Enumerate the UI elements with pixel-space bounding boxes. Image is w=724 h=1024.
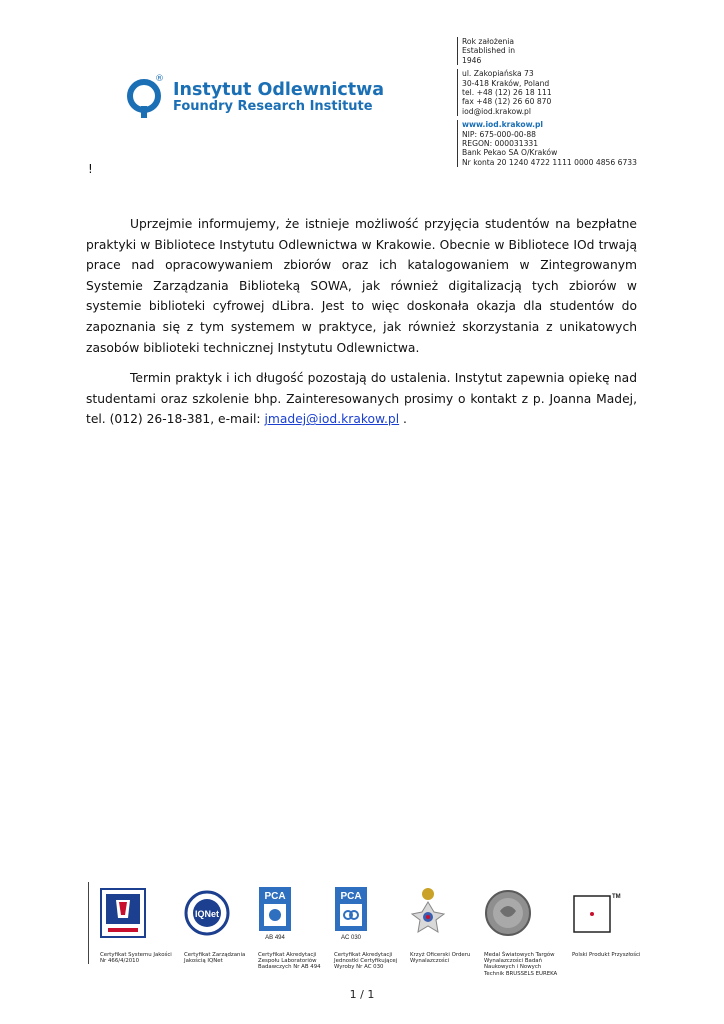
badge-eureka-medal: Medal Światowych Targów Wynalazczości Badań Naukowych i Nowych Technik BRUSSELS EUREKA [484,886,560,977]
letter-body [86,214,637,440]
paragraph-1: Uprzejmie informujemy, że istnieje możliwość przyjęcia studentów na bezpłatne praktyki w Bibliotece Instytutu Odlewnictwa w Krakowie. Obecnie w Bibliotece IOd trwają prace nad opracowywaniem zbiorów oraz ich katalogowaniem w Zintegrowanym Systemie Zarządzania Biblioteką SOWA, jak również digitalizacją tych zbiorów w systemie biblioteki cyfrowej dLibra. Jest to więc doskonała okazja dla studentów do zapoznania się z tym systemem w praktyce, jak również skorzystania z unikatowych zasobów biblioteki technicznej Instytutu Odlewnictwa. [86,217,637,355]
eureka-medal-icon [484,889,532,937]
registration-info: www.iod.krakow.pl NIP: 675-000-00-88 REGON: 000031331 Bank Pekao SA O/Kraków Nr konta 20 1240 4722 1111 0000 4856 6733 [457,120,657,167]
pca-cert-icon [334,886,368,940]
email-link[interactable]: iod@iod.krakow.pl [462,106,531,116]
institute-logo [127,74,385,120]
trademark-mark: TM [612,894,621,900]
certificates-footer [86,882,646,977]
paragraph-2: Termin praktyk i ich długość pozostają do ustalenia. Instytut zapewnia opiekę nad studentami oraz szkolenie bhp. Zainteresowanych prosimy o kontakt z p. Joanna Madej, tel. (012) 26-18-381, e-mail: jmadej@iod.krakow.pl . [86,371,637,427]
pca-lab-icon [258,886,292,940]
footer-divider [88,882,89,964]
badge-iqnet: IQNet Certyfikat Zarządzania Jakością IQNet [184,886,260,964]
badge-pca-lab: PCA AB 494 Certyfikat Akredytacji Zespołu Laboratoriów Badawczych Nr AB 494 [258,886,334,971]
header-info [457,37,657,171]
pca-lab-code: AB 494 [265,935,285,940]
institute-logo-icon [127,78,165,118]
polish-product-icon [572,888,622,938]
contact-email-link[interactable]: jmadej@iod.krakow.pl [264,412,400,427]
institute-name-english: Foundry Research Institute [173,99,373,114]
institute-name: Instytut Odlewnictwa [173,80,385,100]
badge-officer-cross: Krzyż Oficerski Orderu Wynalazczości [410,886,486,964]
registered-mark: ® [155,74,164,84]
badge-pca-cert: PCA AC 030 Certyfikat Akredytacji Jednostki Certyfikującej Wyroby Nr AC 030 [334,886,410,971]
iqnet-seal-icon [184,890,230,936]
officer-cross-icon [410,886,446,940]
pca-cert-code: AC 030 [340,935,362,940]
founding-info: Rok założenia Established in 1946 [457,37,657,65]
address-info: ul. Zakopiańska 73 30-418 Kraków, Poland tel. +48 (12) 26 18 111 fax +48 (12) 26 60 870 iod@iod.krakow.pl [457,69,657,116]
pca-lab-mark: PCA [264,891,286,902]
badge-polish-product: TM Polski Produkt Przyszłości [572,886,648,958]
website-link[interactable]: www.iod.krakow.pl [462,120,544,130]
page-number: 1 / 1 [349,988,375,1001]
salutation: ! [88,162,93,176]
badge-quality-system: Certyfikat Systemu Jakości Nr 466/4/2010 [100,886,176,964]
pca-quality-seal-icon [100,888,146,938]
pca-cert-mark: PCA [340,891,362,902]
iqnet-mark: IQNet [194,909,220,919]
